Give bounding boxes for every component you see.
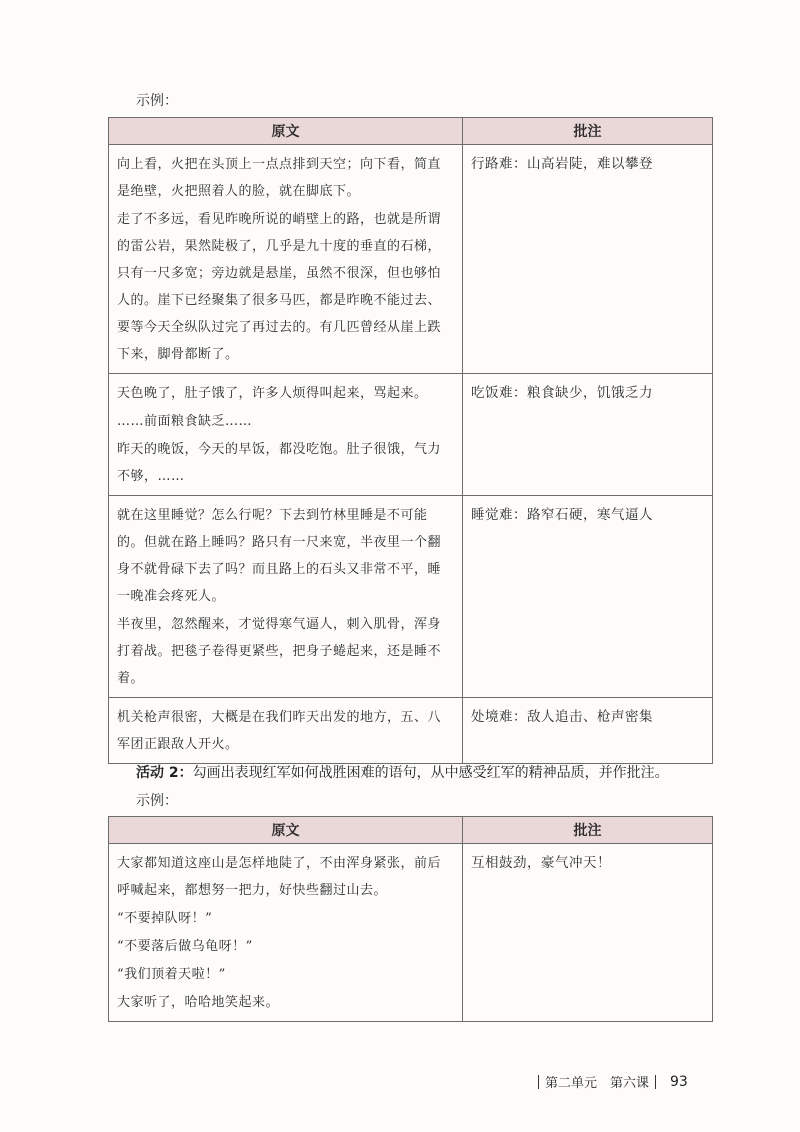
text-paragraph: “不要落后做乌龟呀！” (117, 939, 253, 954)
original-text-cell (109, 374, 463, 496)
annotation-cell: 处境难：敌人追击、枪声密集 (463, 698, 713, 764)
table-row (109, 698, 713, 764)
example-label: 示例： (136, 93, 178, 109)
annotation-table-1 (108, 117, 713, 764)
table-row (109, 374, 713, 496)
activity-2-instruction (136, 762, 669, 782)
text-paragraph: 机关枪声很密，大概是在我们昨天出发的地方，五、八军团正跟敌人开火。 (117, 710, 442, 752)
footer-divider (655, 1075, 656, 1089)
text-paragraph: 就在这里睡觉？怎么行呢？下去到竹林里睡是不可能的。但就在路上睡吗？路只有一尺来宽，半夜里一个翻身不就骨碌下去了吗？而且路上的石头又非常不平，睡一晚准会疼死人。 (117, 508, 442, 604)
footer-divider (538, 1075, 539, 1089)
header-annotation: 批注 (463, 118, 713, 145)
annotation-cell: 吃饭难：粮食缺少，饥饿乏力 (463, 374, 713, 496)
original-text-cell (109, 698, 463, 764)
table-row (109, 145, 713, 374)
table-header-row (109, 118, 713, 145)
annotation-cell: 互相鼓劲，豪气冲天！ (463, 844, 713, 1022)
text-paragraph: 大家都知道这座山是怎样地陡了，不由浑身紧张，前后呼喊起来，都想努一把力，好快些翻过山去。 (117, 856, 442, 898)
text-paragraph: 向上看，火把在头顶上一点点排到天空；向下看，简直是绝壁，火把照着人的脸，就在脚底下。 (117, 157, 442, 199)
footer-section: 第二单元 第六课 (545, 1076, 650, 1091)
header-original-text: 原文 (109, 817, 463, 844)
annotation-table-2 (108, 816, 713, 1022)
annotation-cell: 行路难：山高岩陡，难以攀登 (463, 145, 713, 374)
text-paragraph: 昨天的晚饭，今天的早饭，都没吃饱。肚子很饿，气力不够，…… (117, 442, 442, 484)
original-text-cell (109, 496, 463, 698)
text-paragraph: 走了不多远，看见昨晚所说的峭壁上的路，也就是所谓的雷公岩，果然陡极了，几乎是九十度的垂直的石梯，只有一尺多宽；旁边就是悬崖，虽然不很深，但也够怕人的。崖下已经聚集了很多马匹，都是昨晚不能过去、要等今天全纵队过完了再过去的。有几匹曾经从崖上跌下来，脚骨都断了。 (117, 212, 442, 362)
text-paragraph: “我们顶着天啦！” (117, 967, 226, 982)
header-original-text: 原文 (109, 118, 463, 145)
text-paragraph: 半夜里，忽然醒来，才觉得寒气逼人，刺入肌骨，浑身打着战。把毯子卷得更紧些，把身子蜷起来，还是睡不着。 (117, 617, 442, 686)
text-paragraph: “不要掉队呀！” (117, 911, 213, 926)
original-text-cell (109, 145, 463, 374)
header-annotation: 批注 (463, 817, 713, 844)
table-row (109, 496, 713, 698)
table-row (109, 844, 713, 1022)
example-label: 示例： (136, 793, 178, 809)
annotation-cell: 睡觉难：路窄石硬，寒气逼人 (463, 496, 713, 698)
activity-label: 活动 2： (136, 765, 193, 781)
text-paragraph: 大家听了，哈哈地笑起来。 (117, 995, 280, 1010)
original-text-cell (109, 844, 463, 1022)
text-paragraph: ……前面粮食缺乏…… (117, 414, 253, 429)
page-footer (538, 1072, 688, 1091)
page-number: 93 (670, 1073, 688, 1090)
activity-text: 勾画出表现红军如何战胜困难的语句，从中感受红军的精神品质，并作批注。 (192, 765, 669, 781)
text-paragraph: 天色晚了，肚子饿了，许多人烦得叫起来，骂起来。 (117, 386, 428, 401)
table-header-row (109, 817, 713, 844)
